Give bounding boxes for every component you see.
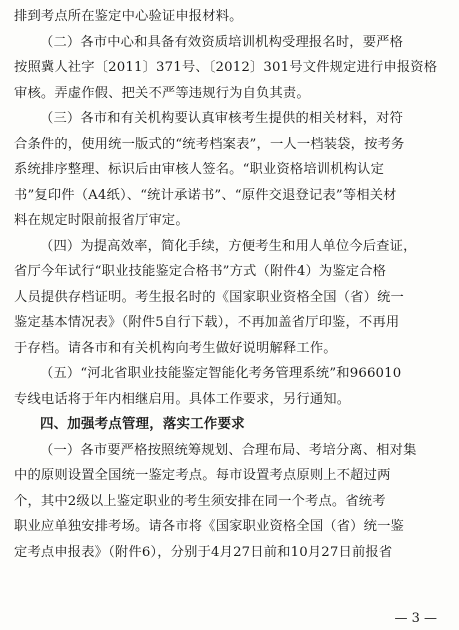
document-body bbox=[14, 4, 450, 565]
text-line: 排到考点所在鉴定中心验证申报材料。 bbox=[14, 9, 243, 24]
text-line: （三）各市和有关机构要认真审核考生提供的相关材料，对符 bbox=[40, 111, 404, 126]
text-line: 按照冀人社字〔2011〕371号、〔2012〕301号文件规定进行申报资格 bbox=[14, 60, 438, 75]
text-line: 书”复印件（A4纸）、“统计承诺书”、“原件交退登记表”等相关材 bbox=[14, 187, 397, 203]
page-number: — 3 — bbox=[394, 611, 437, 626]
section-heading: 四、加强考点管理，落实工作要求 bbox=[40, 416, 245, 432]
text-line: （五）“河北省职业技能鉴定智能化考务管理系统”和966010 bbox=[40, 366, 402, 381]
text-line: 于存档。请各市和有关机构向考生做好说明解释工作。 bbox=[14, 340, 337, 356]
text-line: （二）各市中心和具备有效资质培训机构受理报名时，要严格 bbox=[40, 34, 404, 50]
text-line: （四）为提高效率，简化手续，方便考生和用人单位今后查证， bbox=[40, 238, 417, 254]
text-line: 职业应单独安排考场。请各市将《国家职业资格全国（省）统一鉴 bbox=[14, 519, 404, 534]
text-line: 系统排序整理、标识后由审核人签名。“职业资格培训机构认定 bbox=[14, 162, 385, 177]
text-line: （一）各市要严格按照统筹规划、合理布局、考培分离、相对集 bbox=[40, 442, 417, 458]
text-line: 省厅今年试行“职业技能鉴定合格书”方式（附件4）为鉴定合格 bbox=[14, 264, 387, 279]
text-line: 个，其中2级以上鉴定职业的考生须安排在同一个考点。省统考 bbox=[14, 493, 386, 509]
text-line: 定考点申报表》（附件6），分别于4月27日前和10月27日前报省 bbox=[14, 544, 393, 560]
text-line: 鉴定基本情况表》（附件5自行下载），不再加盖省厅印鉴，不再用 bbox=[14, 315, 400, 330]
text-line: 中的原则设置全国统一鉴定考点。每市设置考点原则上不超过两 bbox=[14, 468, 391, 483]
text-line: 人员提供存档证明。考生报名时的《国家职业资格全国（省）统一 bbox=[14, 289, 404, 305]
text-line: 合条件的，使用统一版式的“统考档案表”，一人一档装袋，按考务 bbox=[14, 136, 405, 152]
text-line: 审核。弄虚作假、把关不严等违规行为自负其责。 bbox=[14, 85, 310, 101]
text-line: 料在规定时限前报省厅审定。 bbox=[14, 213, 189, 228]
text-line: 专线电话将于年内相继启用。具体工作要求，另行通知。 bbox=[14, 391, 351, 407]
